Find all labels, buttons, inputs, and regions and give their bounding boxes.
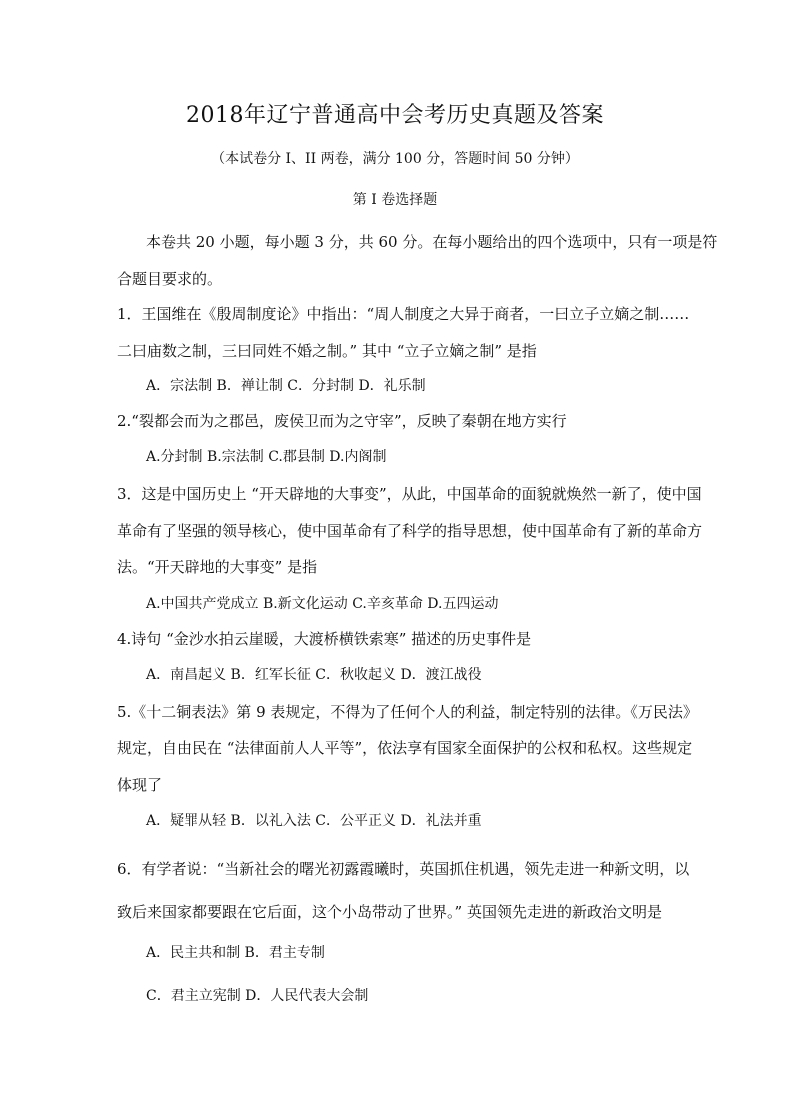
question-2-stem-line-1: 2.“裂都会而为之郡邑，废侯卫而为之守宰”，反映了秦朝在地方实行 xyxy=(117,412,567,430)
question-5-stem-line-3: 体现了 xyxy=(117,776,163,794)
question-6-stem-line-1: 6．有学者说：“当新社会的曙光初露霞曦时，英国抓住机遇，领先走进一种新文明，以 xyxy=(117,860,690,878)
question-3-stem-line-3: 法。“开天辟地的大事变” 是指 xyxy=(117,558,318,576)
exam-subtitle: （本试卷分 I、II 两卷，满分 100 分，答题时间 50 分钟） xyxy=(211,151,579,167)
question-3-options: A.中国共产党成立 B.新文化运动 C.辛亥革命 D.五四运动 xyxy=(146,596,499,612)
question-2-options: A.分封制 B.宗法制 C.郡县制 D.内阁制 xyxy=(146,449,387,465)
section-title: 第 I 卷选择题 xyxy=(352,192,438,208)
page-title: 2018年辽宁普通高中会考历史真题及答案 xyxy=(186,103,604,128)
question-1-options: A．宗法制 B．禅让制 C．分封制 D．礼乐制 xyxy=(146,378,426,394)
question-4-stem-line-1: 4.诗句 “金沙水拍云崖暖，大渡桥横铁索寒” 描述的历史事件是 xyxy=(117,630,532,648)
instructions-line-2: 合题目要求的。 xyxy=(117,270,223,288)
question-6-stem-line-2: 致后来国家都要跟在它后面，这个小岛带动了世界。” 英国领先走进的新政治文明是 xyxy=(117,903,662,921)
question-1-stem-line-2: 二曰庙数之制，三曰同姓不婚之制。” 其中 “立子立嫡之制” 是指 xyxy=(117,342,537,360)
question-4-options: A．南昌起义 B．红军长征 C．秋收起义 D．渡江战役 xyxy=(146,667,482,683)
question-5-stem-line-2: 规定，自由民在 “法律面前人人平等”，依法享有国家全面保护的公权和私权。这些规定 xyxy=(117,739,693,757)
instructions-line-1: 本卷共 20 小题，每小题 3 分，共 60 分。在每小题给出的四个选项中，只有一项是符 xyxy=(146,233,718,251)
question-6-options-line-2: C．君主立宪制 D．人民代表大会制 xyxy=(146,988,369,1004)
question-3-stem-line-2: 革命有了坚强的领导核心，使中国革命有了科学的指导思想，使中国革命有了新的革命方 xyxy=(117,522,703,540)
question-6-options-line-1: A．民主共和制 B．君主专制 xyxy=(146,945,325,961)
question-1-stem-line-1: 1．王国维在《殷周制度论》中指出：“周人制度之大异于商者，一曰立子立嫡之制…… xyxy=(117,305,690,323)
question-5-options: A．疑罪从轻 B．以礼入法 C．公平正义 D．礼法并重 xyxy=(146,813,482,829)
question-5-stem-line-1: 5.《十二铜表法》第 9 表规定，不得为了任何个人的利益，制定特别的法律。《万民法》 xyxy=(117,703,698,721)
question-3-stem-line-1: 3．这是中国历史上 “开天辟地的大事变”，从此，中国革命的面貌就焕然一新了，使中国 xyxy=(117,485,702,503)
